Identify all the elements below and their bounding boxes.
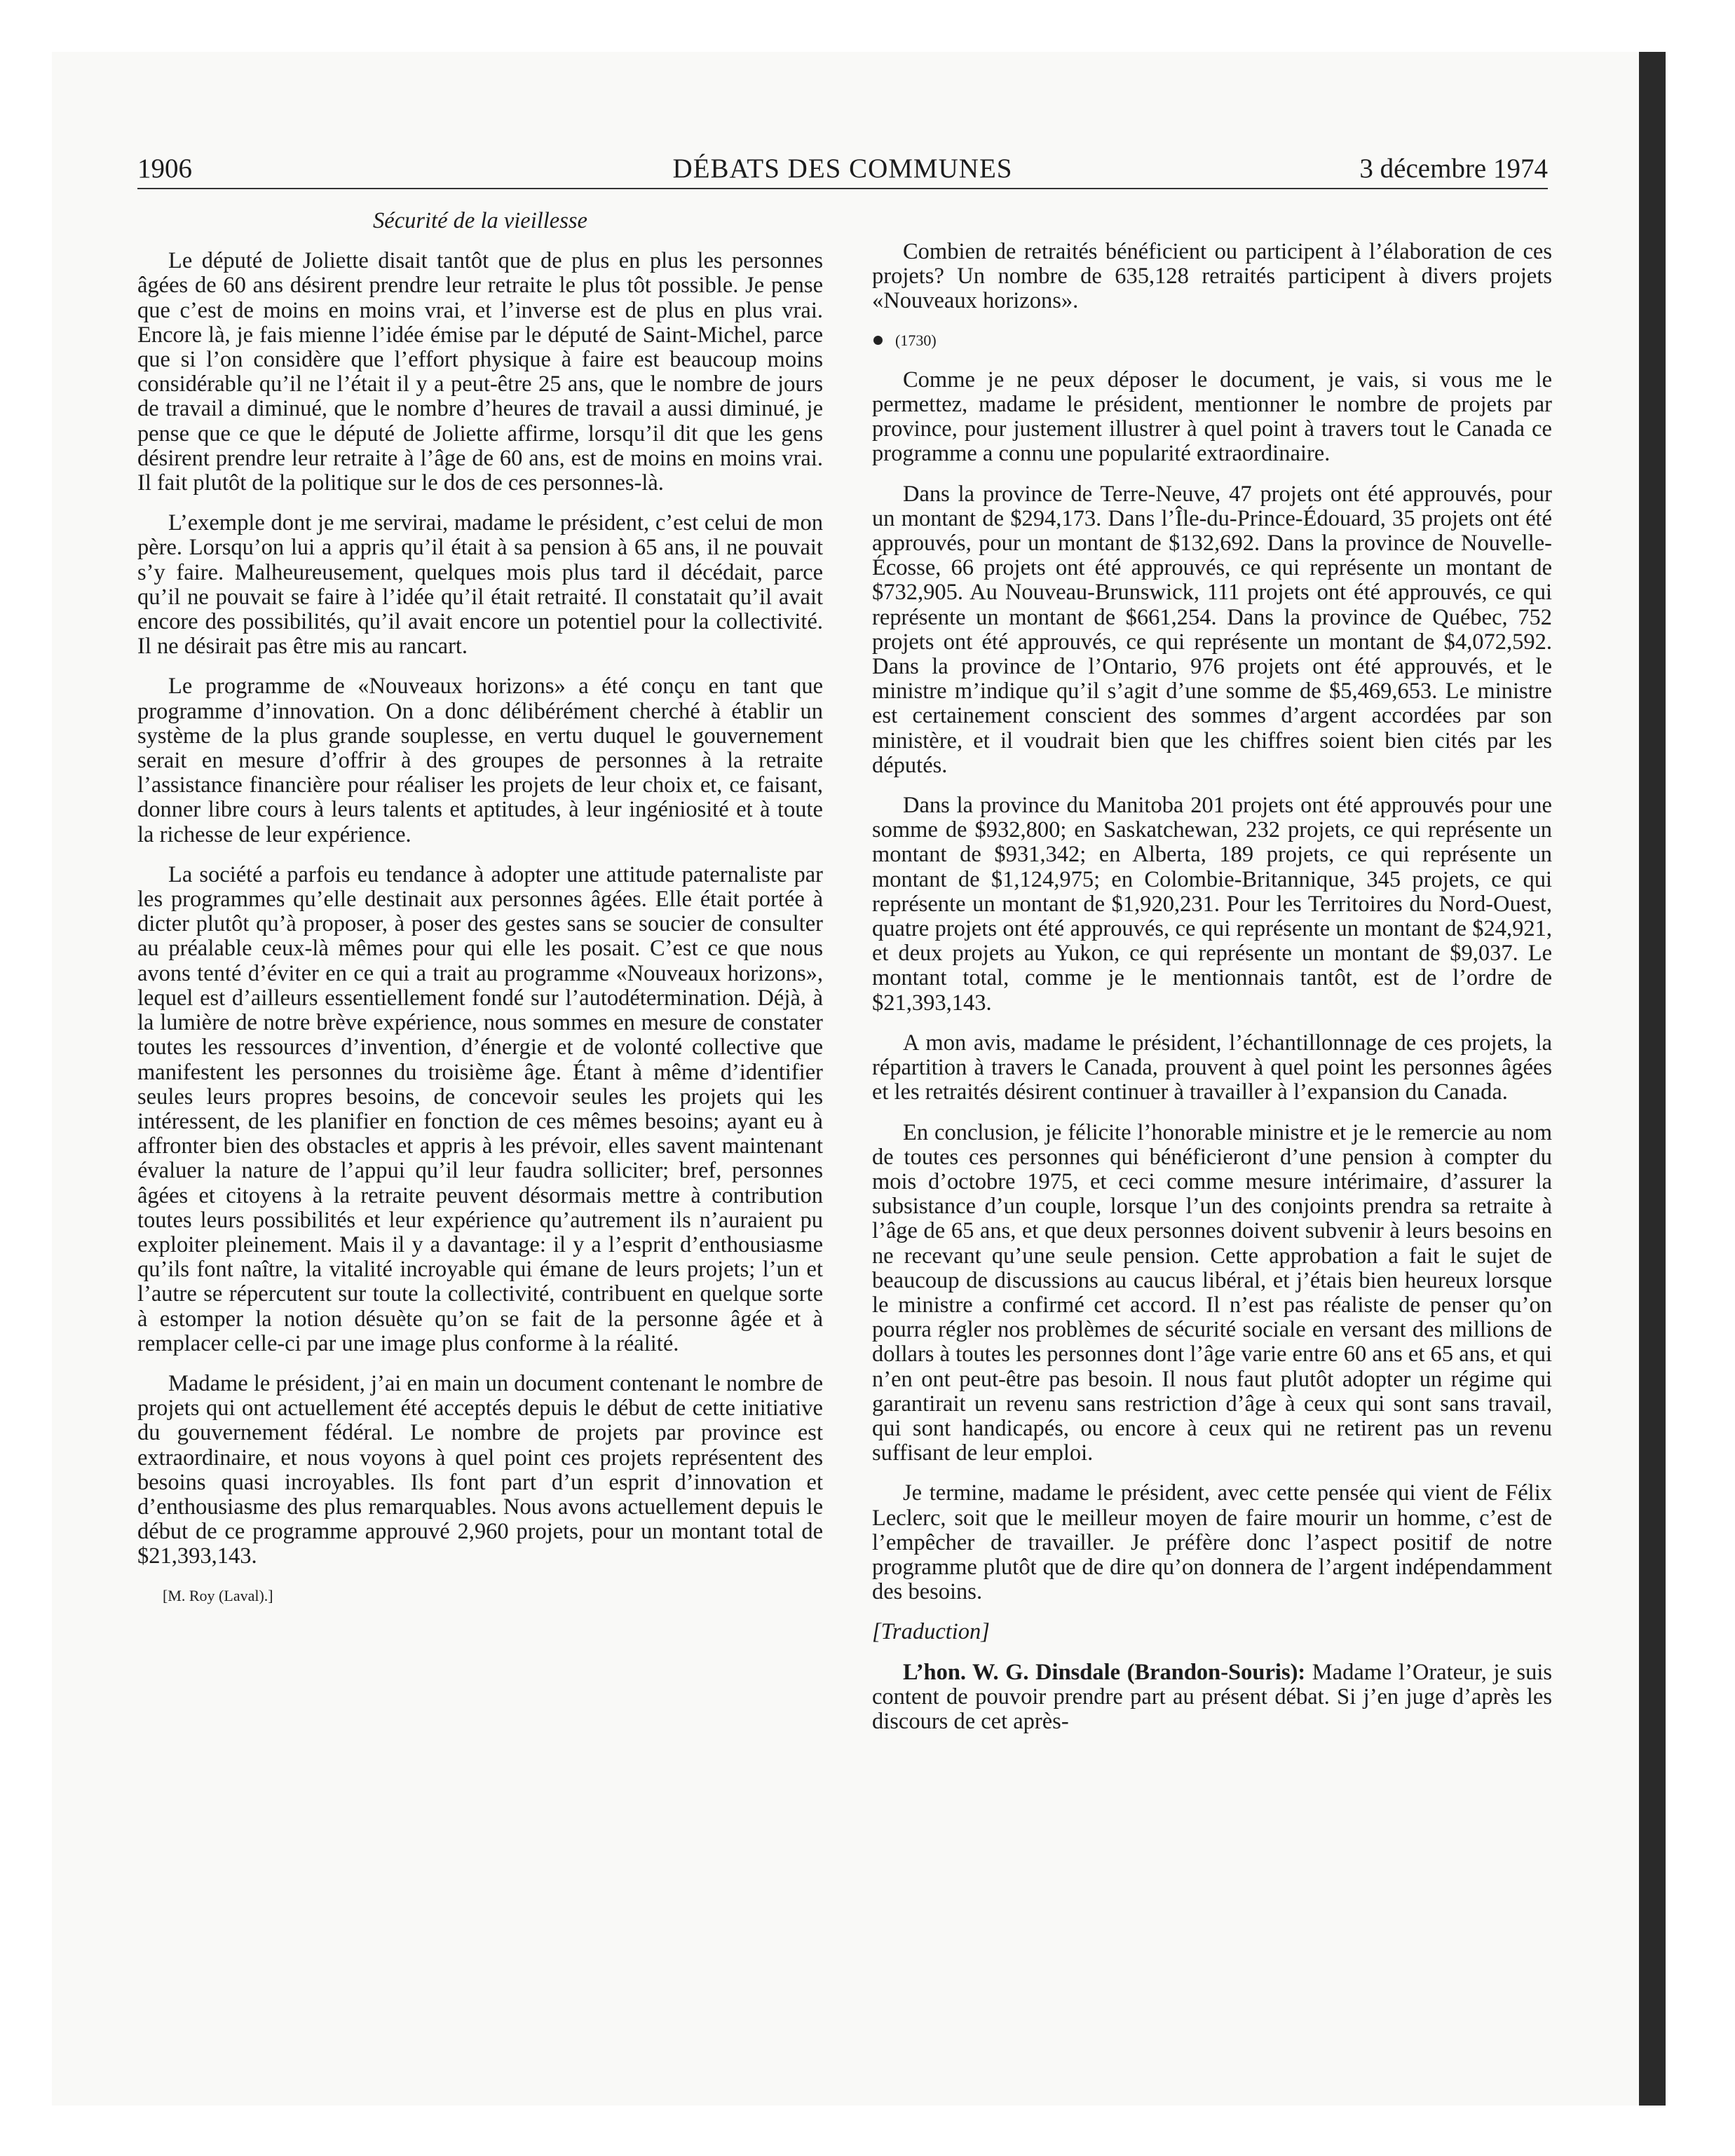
paragraph: Je termine, madame le président, avec cette pensée qui vient de Félix Leclerc, soit que le meilleur moyen de faire mourir un homme, c’est de l’empêcher de travailler. Je préfère donc l’aspect positif de notre programme plutôt que de dire qu’on donnera de l’argent indépendamment des besoins. xyxy=(872,1480,1552,1605)
header-date: 3 décembre 1974 xyxy=(1359,153,1548,184)
header-title: DÉBATS DES COMMUNES xyxy=(672,153,1013,184)
speaker-name: L’hon. W. G. Dinsdale (Brandon-Souris): xyxy=(903,1659,1306,1685)
paragraph: Dans la province de Terre-Neuve, 47 projets ont été approuvés, pour un montant de $294,173. Dans l’Île-du-Prince-Édouard, 35 projets ont été approuvés, pour un montant de $132,692. Dans la province de Nouvelle-Écosse, 66 projets ont été approuvés, ce qui représente un montant de $732,905. Au Nouveau-Brunswick, 111 projets ont été approuvés, ce qui représente un montant de $661,254. Dans la province de Québec, 752 projets ont été approuvés, ce qui représente un montant de $4,072,592. Dans la province de l’Ontario, 976 projets ont été approuvés, et le ministre m’indique qu’il s’agit d’une somme de $5,469,653. Le ministre est certainement conscient des sommes d’argent accordées par son ministère, et il voudrait bien que les chiffres soient bien cités par les députés. xyxy=(872,481,1552,778)
speaker-text: Madame l’Orateur, je suis content de pouvoir prendre part au présent débat. Si j’en juge d’après les discours de cet après- xyxy=(872,1659,1553,1734)
paragraph: Le député de Joliette disait tantôt que de plus en plus les personnes âgées de 60 ans désirent prendre leur retraite le plus tôt possible. Je pense que c’est de moins en moins vrai, et l’inverse est de plus en plus vrai. Encore là, je fais mienne l’idée émise par le député de Saint-Michel, parce que si l’on considère que l’effort physique à faire est beaucoup moins considérable qu’il ne l’était il y a peut-être 25 ans, que le nombre de jours de travail a diminué, que le nombre d’heures de travail a aussi diminué, je pense que ce que le député de Joliette affirme, lorsqu’il dit que les gens désirent prendre leur retraite à l’âge de 60 ans, est de moins en moins vrai. Il fait plutôt de la politique sur le dos de ces personnes-là. xyxy=(137,248,823,496)
page-header xyxy=(137,153,1548,189)
paragraph: Comme je ne peux déposer le document, je vais, si vous me le permettez, madame le président, mentionner le nombre de projets par province, pour justement illustrer à quel point à travers tout le Canada ce programme a connu une popularité extraordinaire. xyxy=(872,367,1552,467)
paragraph: La société a parfois eu tendance à adopter une attitude paternaliste par les programmes qu’elle destinait aux personnes âgées. Elle était portée à dicter plutôt qu’à proposer, à poser des gestes sans se soucier de consulter au préalable ceux-là mêmes pour qui elle les posait. C’est ce que nous avons tenté d’éviter en ce qui a trait au programme «Nouveaux horizons», lequel est d’ailleurs essentiellement fondé sur l’autodétermination. Déjà, à la lumière de notre brève expérience, nous sommes en mesure de constater toutes les ressources d’invention, d’énergie et de volonté collective que manifestent les personnes du troisième âge. Étant à même d’identifier seules leurs propres besoins, de concevoir seules les projets qui les intéressent, de les planifier en fonction de ces mêmes besoins; ayant eu à affronter bien des obstacles et appris à les prévoir, elles savent maintenant évaluer la nature de l’appui qu’il leur faudra solliciter; bref, personnes âgées et citoyens à la retraite peuvent désormais mettre à contribution toutes leurs possibilités et leur expérience qu’autrement ils n’auraient pu exploiter pleinement. Mais il y a davantage: il y a l’esprit d’enthousiasme qu’ils font naître, la vitalité incroyable qui émane de leurs projets; l’un et l’autre se répercutent sur toute la collectivité, contribuent en quelque sorte à estomper la notion désuète qu’on se fait de la personne âgée et à remplacer celle-ci par une image plus conforme à la réalité. xyxy=(137,861,823,1356)
header-rule xyxy=(137,188,1548,189)
speaker-paragraph xyxy=(872,1660,1552,1735)
paragraph: Combien de retraités bénéficient ou participent à l’élaboration de ces projets? Un nombre de 635,128 retraités participent à divers projets «Nouveaux horizons». xyxy=(872,239,1552,314)
scan-edge-bar xyxy=(1639,52,1666,2106)
paragraph: En conclusion, je félicite l’honorable ministre et je le remercie au nom de toutes ces personnes qui bénéficieront d’une pension à compter du mois d’octobre 1975, et ceci comme mesure intérimaire, d’assurer la subsistance d’un couple, lorsque l’un des conjoints prendra sa retraite à l’âge de 65 ans, et que deux personnes doivent subvenir à leurs besoins en ne recevant qu’une seule pension. Cette approbation a fait le sujet de beaucoup de discussions au caucus libéral, et j’étais bien heureux lorsque le ministre a confirmé cet accord. Il n’est pas réaliste de penser qu’on pourra régler nos problèmes de sécurité sociale en versant des millions de dollars à toutes les personnes dont l’âge varie entre 60 ans et 65 ans, et qui n’en ont peut-être pas besoin. Il nous faut plutôt adopter un régime qui garantirait un revenu sans restriction d’âge à ceux qui sont sans travail, qui sont handicapés, ou encore à ceux qui ne retirent pas un revenu suffisant de leur emploi. xyxy=(872,1119,1552,1466)
bullet-dot-icon xyxy=(873,336,883,345)
paragraph: Madame le président, j’ai en main un document contenant le nombre de projets qui ont actuellement été acceptés depuis le début de cette initiative du gouvernement fédéral. Le nombre de projets par province est extraordinaire, et nous voyons à quel point ces projets représentent des besoins quasi incroyables. Ils font part d’un esprit d’innovation et d’enthousiasme des plus remarquables. Nous avons actuellement depuis le début de ce programme approuvé 2,960 projets, pour un montant total de $21,393,143. xyxy=(137,1370,823,1569)
section-heading: Sécurité de la vieillesse xyxy=(373,208,587,233)
translation-note: [Traduction] xyxy=(872,1619,990,1645)
header-page-number: 1906 xyxy=(137,153,192,184)
paragraph: A mon avis, madame le président, l’échantillonnage de ces projets, la répartition à travers le Canada, prouvent à quel point les personnes âgées et les retraités désirent continuer à travailler à l’expansion du Canada. xyxy=(872,1030,1552,1105)
speaker-signature: [M. Roy (Laval).] xyxy=(163,1586,273,1604)
time-marker-text: (1730) xyxy=(895,331,937,349)
paragraph: Dans la province du Manitoba 201 projets ont été approuvés pour une somme de $932,800; en Saskatchewan, 232 projets, ce qui représente un montant de $931,342; en Alberta, 189 projets, ce qui représente un montant de $1,124,975; en Colombie-Britannique, 345 projets, ce qui représente un montant de $1,920,231. Pour les Territoires du Nord-Ouest, quatre projets ont été approuvés, ce qui représente un montant de $24,921, et deux projets au Yukon, ce qui représente un montant de $9,037. Le montant total, comme je le mentionnais tantôt, est de l’ordre de $21,393,143. xyxy=(872,793,1552,1016)
time-marker xyxy=(872,328,1552,353)
paragraph: L’exemple dont je me servirai, madame le président, c’est celui de mon père. Lorsqu’on lui a appris qu’il était à sa pension à 65 ans, il ne pouvait s’y faire. Malheureusement, quelques mois plus tard il décédait, parce qu’il ne pouvait se faire à l’idée qu’il était retraité. Il constatait qu’il avait encore des possibilités, qu’il avait encore un potentiel pour la collectivité. Il ne désirait pas être mis au rancart. xyxy=(137,510,823,660)
right-column xyxy=(872,240,1552,1734)
left-column xyxy=(137,209,823,1608)
paragraph: Le programme de «Nouveaux horizons» a été conçu en tant que programme d’innovation. On a donc délibérément cherché à établir un système de la plus grande souplesse, en vertu duquel le gouvernement serait en mesure d’offrir à des groupes de personnes à la retraite l’assistance financière pour réaliser les projets de leur choix et, ce faisant, donner libre cours à leurs talents et aptitudes, à leur ingéniosité et à toute la richesse de leur expérience. xyxy=(137,674,823,847)
